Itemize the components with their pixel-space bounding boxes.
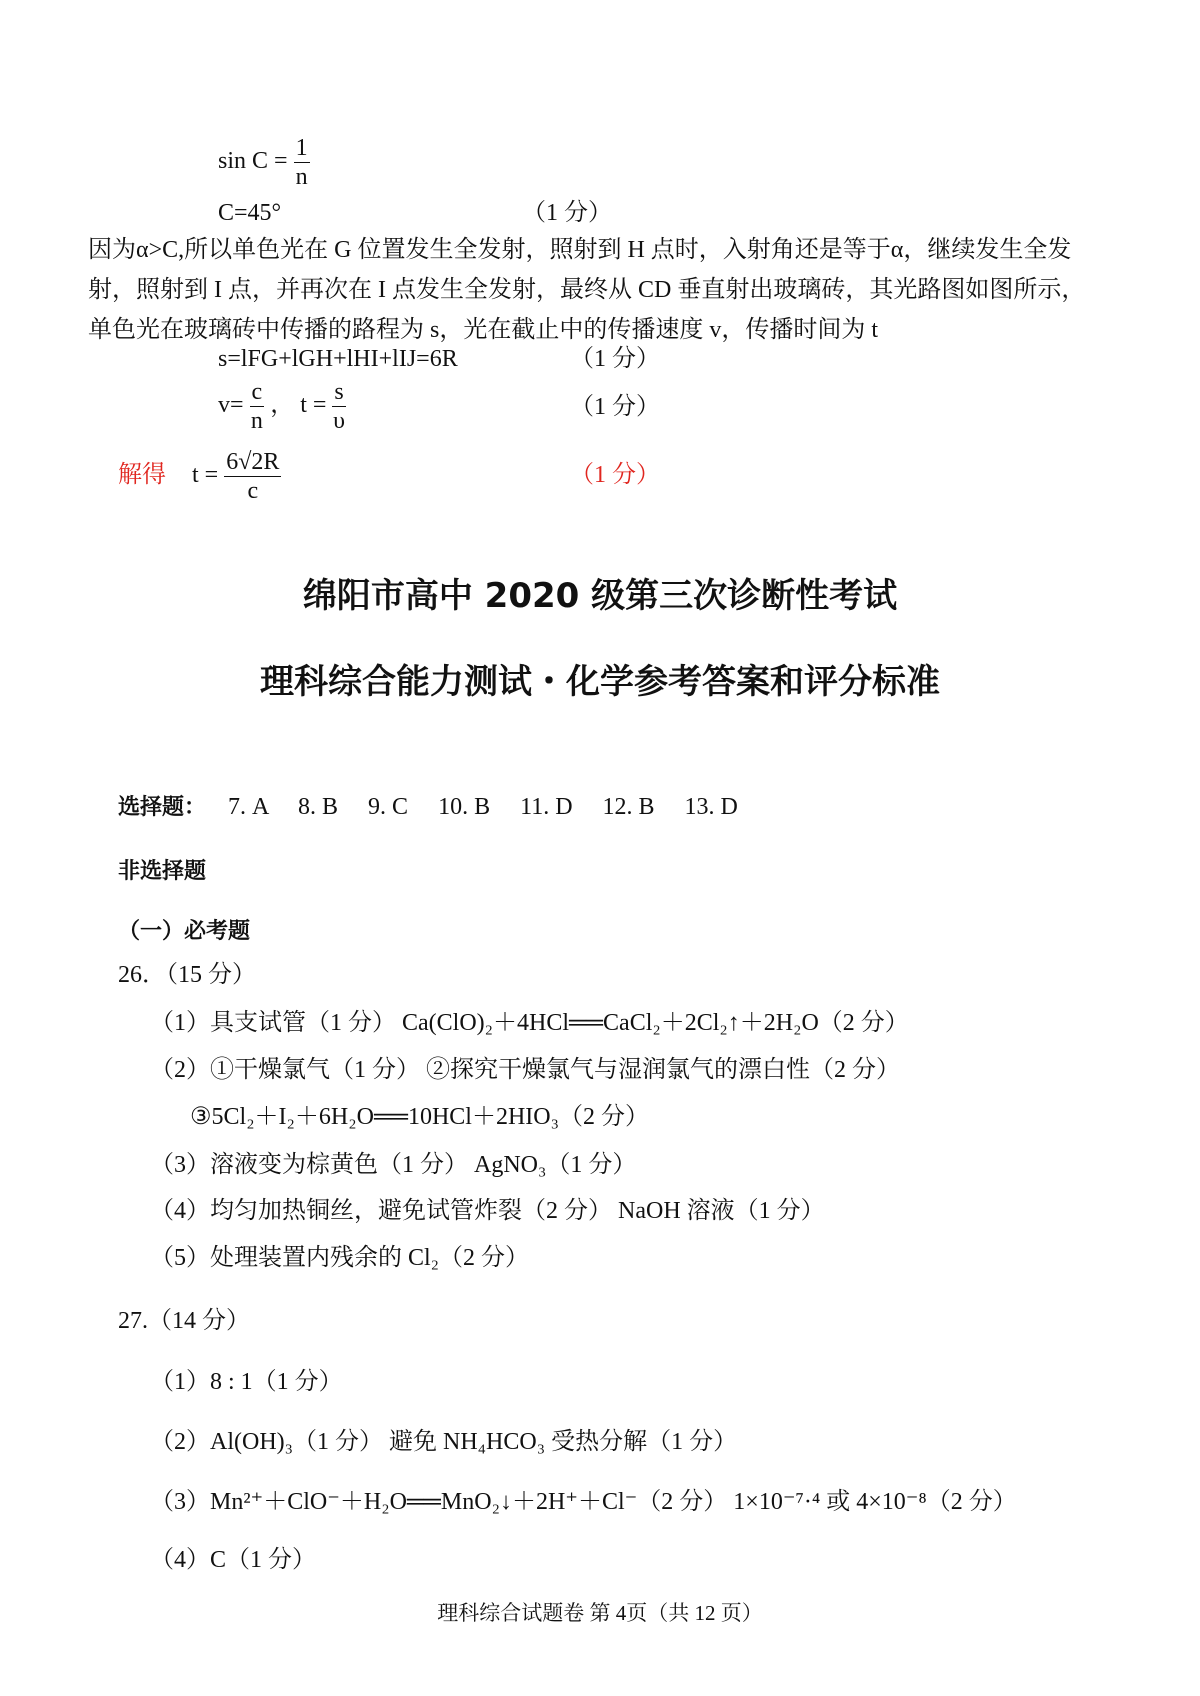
answer-line: （3）溶液变为棕黄色（1 分） AgNO₃（1 分） [150,1152,637,1178]
fraction [332,378,345,435]
score-label: （1 分） [570,346,660,372]
score-label: （1 分） [522,200,612,226]
answer-item: 12. B [602,794,655,820]
formula-path-length: s=lFG+lGH+lHI+lIJ=6R [218,346,458,372]
answer-item: 13. D [684,794,738,820]
answer-item: 8. B [298,794,339,820]
section-heading: 非选择题 [118,859,207,884]
page-footer: 理科综合试题卷 第 4页（共 12 页） [437,1601,763,1625]
section-heading: （一）必考题 [118,919,251,944]
denominator: n [250,408,263,434]
answer-line: （3）Mn²⁺＋ClO⁻＋H₂O══MnO₂↓＋2H⁺＋Cl⁻（2 分） 1×10⁻⁷·⁴ 或 4×10⁻⁸（2 分） [150,1489,1017,1515]
explanation-paragraph: 因为α>C,所以单色光在 G 位置发生全发射，照射到 H 点时，入射角还是等于α，继续发生全发射，照射到 I 点，并再次在 I 点发生全发射，最终从 CD 垂直射出玻璃砖，其光路图如图所示，单色光在玻璃砖中传播的路程为 s，光在截止中的传播速度 v，传播时间为 t [88,237,1086,343]
score-label: （1 分） [570,462,660,488]
choice-label: 选择题： [118,795,207,820]
fraction [294,134,310,191]
choice-answers-row [118,792,738,823]
score-label: （1 分） [570,394,660,420]
answer-line: （4）C（1 分） [150,1547,317,1573]
numerator: 1 [295,135,308,161]
denominator: n [295,164,308,190]
numerator: 6√2R [226,449,280,475]
question-26-heading: 26．（15 分） [118,962,256,988]
formula-C-value: C=45° [218,200,282,226]
question-27-heading: 27.（14 分） [118,1308,250,1334]
formula-speed-time [218,378,346,435]
fraction [224,448,281,505]
page-subtitle: 理科综合能力测试・化学参考答案和评分标准 [260,662,940,702]
formula-sinC [218,134,310,191]
page-title: 绵阳市高中 2020 级第三次诊断性考试 [302,576,898,616]
formula-lhs: sin C = [218,148,288,175]
answer-line: （2）Al(OH)₃（1 分） 避免 NH₄HCO₃ 受热分解（1 分） [150,1429,738,1455]
numerator: s [334,379,344,405]
separator: ， [270,392,295,419]
answer-line: （2）①干燥氯气（1 分） ②探究干燥氯气与湿润氯气的漂白性（2 分） [150,1057,900,1083]
denominator: c [247,478,259,504]
result-label: 解得 [118,462,166,489]
fraction [250,378,265,435]
answer-item: 9. C [368,794,409,820]
t-lhs: t = [192,462,219,489]
t-lhs: t = [300,392,327,419]
numerator: c [251,379,263,405]
answer-item: 11. D [520,794,573,820]
answer-line: （1）具支试管（1 分） Ca(ClO)₂＋4HCl══CaCl₂＋2Cl₂↑＋2H₂O（2 分） [150,1010,909,1036]
answer-line: （5）处理装置内残余的 Cl₂（2 分） [150,1245,530,1271]
answer-line: ③5Cl₂＋I₂＋6H₂O══10HCl＋2HIO₃（2 分） [190,1104,649,1130]
v-lhs: v= [218,392,244,419]
formula-result [118,448,281,505]
answer-item: 10. B [438,794,491,820]
answer-item: 7. A [228,794,269,820]
answer-line: （4）均匀加热铜丝，避免试管炸裂（2 分） NaOH 溶液（1 分） [150,1198,825,1224]
answer-line: （1）8 : 1（1 分） [150,1369,343,1395]
denominator: υ [333,408,346,434]
